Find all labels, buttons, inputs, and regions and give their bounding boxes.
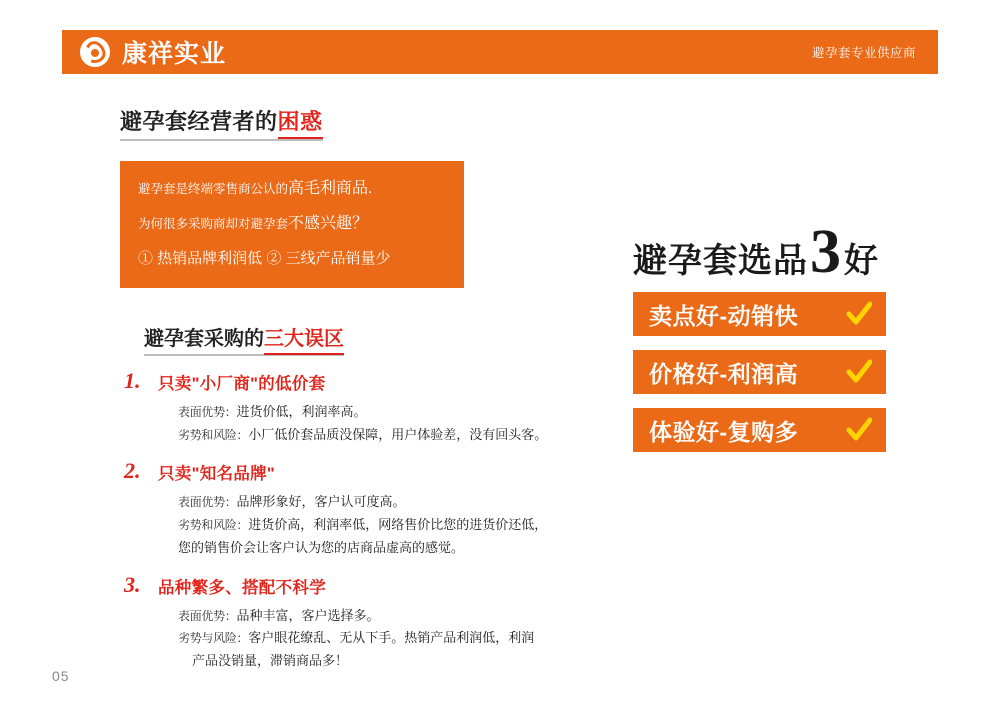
callout-line-1: [138, 177, 446, 202]
list-item-row: [178, 650, 600, 673]
list-item: [120, 367, 600, 447]
list-item-row: [178, 401, 600, 424]
header-bar: [62, 30, 938, 74]
right-heading-part2: 好: [844, 242, 879, 280]
section-title-confusion-accent: 困惑: [278, 109, 323, 139]
row-label: 表面优势：: [178, 608, 237, 623]
list-item-heading: 只卖"小厂商"的低价套: [158, 374, 326, 393]
callout-line-2-small: 为何很多采购商却对避孕套: [138, 216, 289, 231]
row-text: 品牌形象好，客户认可度高。: [236, 494, 406, 510]
check-icon: [846, 301, 872, 327]
list-item-row: [178, 627, 600, 650]
list-item: [120, 571, 600, 673]
row-text: 品种丰富，客户选择多。: [236, 607, 380, 623]
benefit-bar: [633, 292, 886, 336]
section-title-mistakes-plain: 避孕套采购的: [144, 327, 264, 350]
callout-line-1-small: 避孕套是终端零售商公认的: [138, 182, 289, 196]
list-item-number: 1.: [124, 367, 141, 393]
list-item-row: [178, 514, 600, 537]
benefit-bar: [633, 350, 886, 394]
benefit-label: 体验好-复购多: [649, 418, 799, 445]
list-item-heading: 品种繁多、搭配不科学: [158, 578, 326, 597]
benefit-bar: [633, 408, 886, 452]
row-label: 劣势与风险：: [178, 631, 249, 646]
page-number: 05: [52, 668, 70, 684]
row-text: 您的销售价会让客户认为您的店商品虚高的感觉。: [178, 539, 465, 555]
list-item-row: [178, 537, 600, 560]
row-label: 劣势和风险：: [178, 518, 249, 533]
callout-line-2-big: 不感兴趣？: [288, 214, 369, 232]
benefit-label: 价格好-利润高: [649, 360, 799, 387]
section-title-mistakes-accent: 三大误区: [264, 328, 344, 355]
callout-line-1-big: 高毛利商品.: [288, 180, 373, 197]
list-item-number: 3.: [124, 571, 141, 597]
list-item-body: [158, 605, 600, 673]
header-tagline: 避孕套专业供应商: [811, 46, 916, 60]
list-item-body: [158, 491, 600, 559]
row-text: 产品没销量，滞销商品多！: [192, 653, 349, 669]
row-text: 客户眼花缭乱、无从下手。热销产品利润低，利润: [248, 630, 535, 646]
right-content-column: [633, 218, 933, 452]
check-icon: [846, 359, 872, 385]
callout-box: [120, 161, 464, 288]
callout-line-2: [138, 212, 446, 237]
callout-line-3: ① 热销品牌利润低 ② 三线产品销量少: [138, 249, 391, 267]
list-item-row: [178, 491, 600, 514]
right-heading: [633, 218, 933, 286]
list-item-number: 2.: [124, 458, 141, 484]
list-item: [120, 460, 600, 559]
brand-name: 康祥实业: [122, 40, 227, 68]
right-heading-part1: 避孕套选品: [633, 242, 808, 280]
row-label: 劣势和风险：: [178, 427, 249, 442]
check-icon: [846, 417, 872, 443]
row-label: 表面优势：: [178, 404, 237, 419]
swirl-logo-icon: [80, 37, 110, 67]
section-title-confusion: [120, 105, 323, 141]
section-title-confusion-plain: 避孕套经营者的: [120, 109, 278, 134]
row-label: 表面优势：: [178, 495, 237, 510]
row-text: 进货价低，利润率高。: [236, 403, 367, 419]
row-text: 小厂低价套品质没保障，用户体验差，没有回头客。: [248, 426, 548, 442]
list-item-body: [158, 401, 600, 447]
list-item-row: [178, 424, 600, 447]
benefit-label: 卖点好-动销快: [649, 302, 799, 329]
section-title-mistakes: [144, 322, 344, 356]
list-item-row: [178, 605, 600, 628]
left-content-column: [120, 105, 600, 673]
row-text: 进货价高，利润率低，网络售价比您的进货价还低，: [248, 517, 548, 533]
right-heading-number: 3: [810, 218, 842, 286]
list-item-heading: 只卖"知名品牌": [158, 465, 276, 484]
